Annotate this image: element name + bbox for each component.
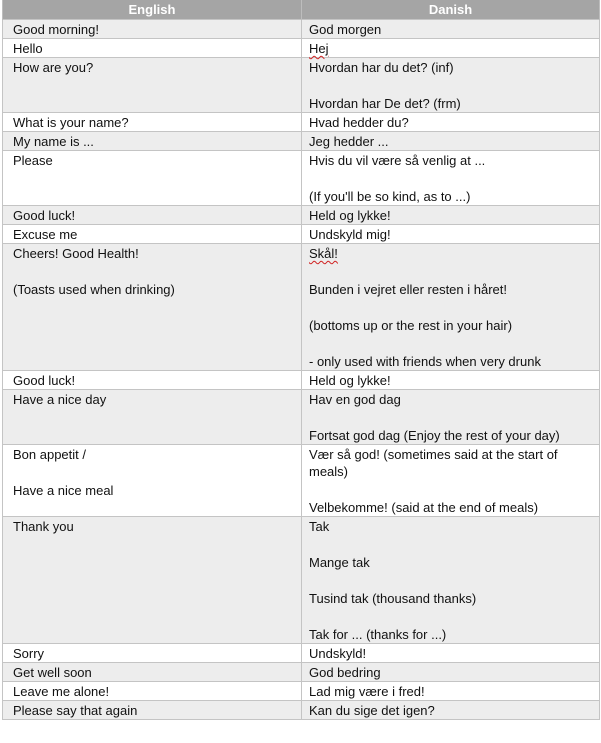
table-row	[3, 39, 600, 58]
table-row	[3, 132, 600, 151]
english-cell	[3, 244, 302, 371]
table-row	[3, 58, 600, 113]
english-phrase: (Toasts used when drinking)	[13, 282, 175, 297]
danish-cell	[302, 58, 600, 113]
danish-phrase: God bedring	[309, 665, 381, 680]
english-phrase: Get well soon	[13, 665, 92, 680]
table-row	[3, 244, 600, 371]
english-phrase: My name is ...	[13, 134, 94, 149]
danish-cell	[302, 39, 600, 58]
english-phrase: How are you?	[13, 60, 94, 75]
table-row	[3, 20, 600, 39]
english-phrase: Good luck!	[13, 373, 76, 388]
english-cell	[3, 113, 302, 132]
danish-cell	[302, 371, 600, 390]
danish-cell	[302, 644, 600, 663]
danish-phrase: Hvad hedder du?	[309, 115, 409, 130]
table-row	[3, 225, 600, 244]
header-english: English	[3, 0, 302, 20]
danish-phrase: Jeg hedder ...	[309, 134, 389, 149]
danish-cell	[302, 132, 600, 151]
english-cell	[3, 132, 302, 151]
english-cell	[3, 701, 302, 720]
danish-phrase: (If you'll be so kind, as to ...)	[309, 189, 471, 204]
danish-cell	[302, 225, 600, 244]
danish-cell	[302, 663, 600, 682]
table-row	[3, 206, 600, 225]
english-phrase: Cheers! Good Health!	[13, 246, 139, 261]
english-phrase: Thank you	[13, 519, 74, 534]
table-row	[3, 371, 600, 390]
table-row	[3, 644, 600, 663]
english-cell	[3, 663, 302, 682]
english-cell	[3, 151, 302, 206]
table-row	[3, 682, 600, 701]
danish-cell	[302, 390, 600, 445]
english-cell	[3, 682, 302, 701]
table-row	[3, 390, 600, 445]
english-phrase: What is your name?	[13, 115, 129, 130]
english-phrase: Have a nice meal	[13, 483, 114, 498]
danish-phrase: Hvordan har De det? (frm)	[309, 96, 461, 111]
english-phrase: Have a nice day	[13, 392, 107, 407]
header-danish: Danish	[302, 0, 600, 20]
english-phrase: Hello	[13, 41, 43, 56]
english-cell	[3, 58, 302, 113]
english-phrase: Please	[13, 153, 53, 168]
english-phrase: Sorry	[13, 646, 45, 661]
danish-phrase: (bottoms up or the rest in your hair)	[309, 318, 513, 333]
english-cell	[3, 225, 302, 244]
danish-cell	[302, 517, 600, 644]
english-cell	[3, 39, 302, 58]
english-phrase: Leave me alone!	[13, 684, 110, 699]
english-cell	[3, 517, 302, 644]
danish-phrase: Undskyld!	[309, 646, 367, 661]
table-row	[3, 445, 600, 517]
danish-phrase: Hvis du vil være så venlig at ...	[309, 153, 486, 168]
danish-phrase: Held og lykke!	[309, 373, 391, 388]
table-row	[3, 701, 600, 720]
danish-phrase: Undskyld mig!	[309, 227, 391, 242]
danish-cell	[302, 113, 600, 132]
table-row	[3, 663, 600, 682]
danish-phrase: Tak for ... (thanks for ...)	[309, 627, 447, 642]
danish-phrase: Fortsat god dag (Enjoy the rest of your day)	[309, 428, 560, 443]
english-cell	[3, 206, 302, 225]
english-cell	[3, 390, 302, 445]
english-phrase: Good luck!	[13, 208, 76, 223]
english-cell	[3, 20, 302, 39]
danish-cell	[302, 701, 600, 720]
danish-phrase: Hvordan har du det? (inf)	[309, 60, 454, 75]
danish-phrase: Skål!	[309, 246, 338, 261]
danish-cell	[302, 244, 600, 371]
english-cell	[3, 445, 302, 517]
header-row	[3, 0, 600, 20]
danish-phrase: Hav en god dag	[309, 392, 401, 407]
danish-phrase: Bunden i vejret eller resten i håret!	[309, 282, 507, 297]
danish-phrase: Tusind tak (thousand thanks)	[309, 591, 477, 606]
english-phrase: Good morning!	[13, 22, 99, 37]
danish-phrase: Held og lykke!	[309, 208, 391, 223]
english-cell	[3, 644, 302, 663]
danish-cell	[302, 206, 600, 225]
danish-phrase: Kan du sige det igen?	[309, 703, 435, 718]
danish-phrase: Velbekomme! (said at the end of meals)	[309, 500, 539, 515]
phrase-table	[2, 0, 600, 720]
danish-phrase: Mange tak	[309, 555, 370, 570]
table-row	[3, 151, 600, 206]
table-row	[3, 517, 600, 644]
danish-cell	[302, 151, 600, 206]
english-cell	[3, 371, 302, 390]
danish-cell	[302, 20, 600, 39]
danish-cell	[302, 445, 600, 517]
english-phrase: Excuse me	[13, 227, 78, 242]
danish-phrase: Hej	[309, 41, 329, 56]
english-phrase: Bon appetit /	[13, 447, 86, 462]
danish-phrase: - only used with friends when very drunk	[309, 354, 541, 369]
danish-cell	[302, 682, 600, 701]
english-phrase: Please say that again	[13, 703, 138, 718]
danish-phrase: God morgen	[309, 22, 382, 37]
table-row	[3, 113, 600, 132]
danish-phrase: Lad mig være i fred!	[309, 684, 425, 699]
danish-phrase: Tak	[309, 519, 330, 534]
danish-phrase: Vær så god! (sometimes said at the start of meals)	[309, 447, 558, 479]
